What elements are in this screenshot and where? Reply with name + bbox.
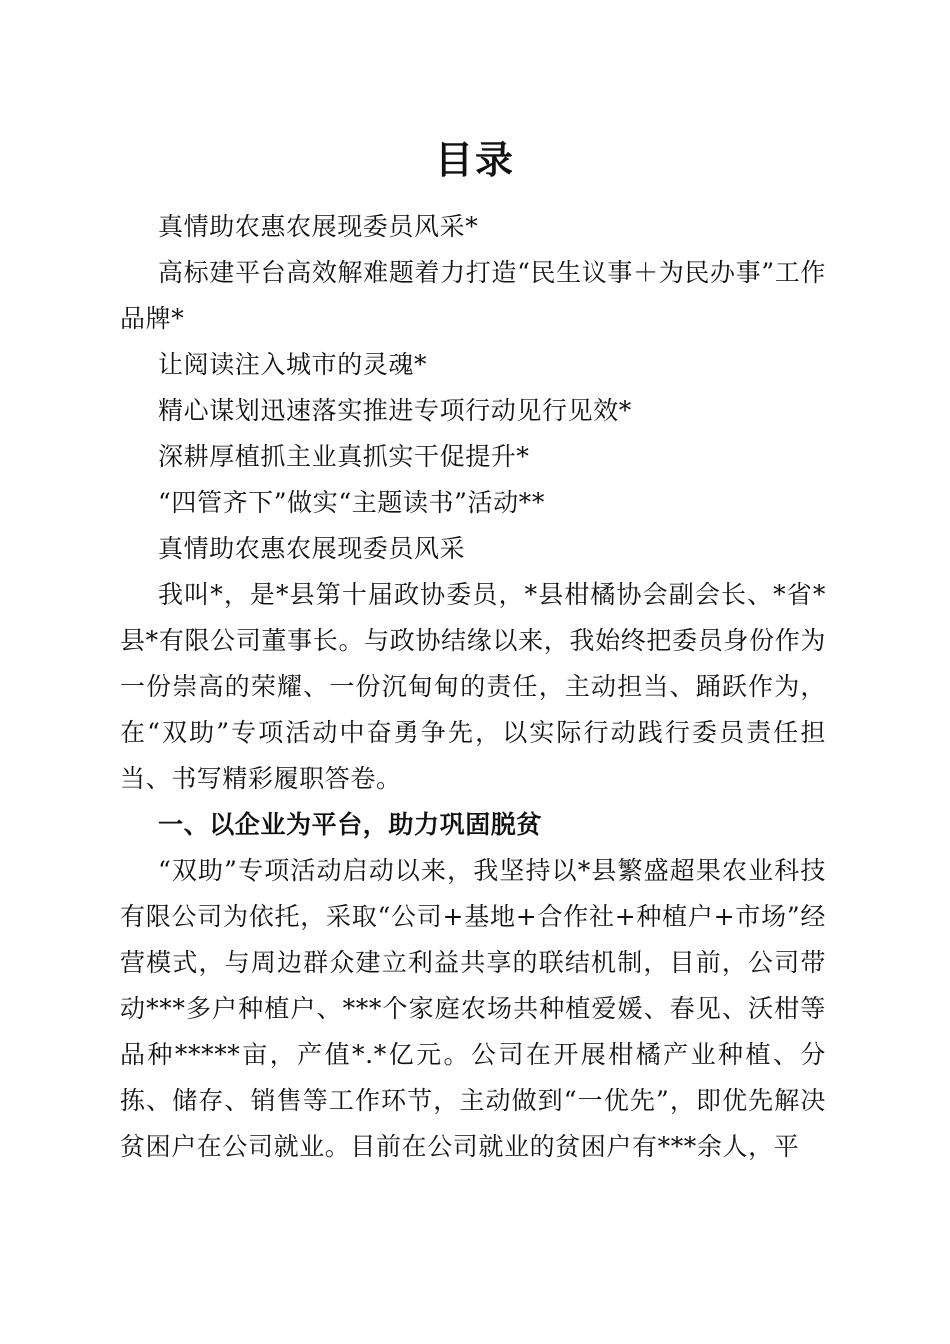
document-title: 目录 [434,137,515,182]
article-title: 真情助农惠农展现委员风采 [158,534,466,563]
document-body [120,204,826,1170]
toc-item: “四管齐下”做实“主题读书”活动** [158,488,545,517]
toc-item: 精心谋划迅速落实推进专项行动见行见效* [158,396,632,425]
section-paragraph: “双助”专项活动启动以来，我坚持以*县繁盛超果农业科技有限公司为依托，采取“公司+基地+合作社+种植户+市场”经营模式，与周边群众建立利益共享的联结机制，目前，公司带动***多户种植户、***个家庭农场共种植爱媛、春见、沃柑等品种*****亩，产值*.*亿元。公司在开展柑橘产业种植、分拣、储存、销售等工作环节，主动做到“一优先”，即优先解决贫困户在公司就业。目前在公司就业的贫困户有***余人，平 [120,856,826,1161]
toc-item: 真情助农惠农展现委员风采* [158,212,479,241]
article-content [120,526,826,1170]
section-heading: 一、以企业为平台，助力巩固脱贫 [158,810,543,839]
table-of-contents [120,204,826,526]
toc-item: 让阅读注入城市的灵魂* [158,350,428,379]
toc-item: 高标建平台高效解难题着力打造“民生议事＋为民办事”工作品牌* [120,258,826,333]
intro-paragraph: 我叫*，是*县第十届政协委员，*县柑橘协会副会长、*省*县*有限公司董事长。与政协结缘以来，我始终把委员身份作为一份崇高的荣耀、一份沉甸甸的责任，主动担当、踊跃作为，在“双助”专项活动中奋勇争先，以实际行动践行委员责任担当、书写精彩履职答卷。 [120,580,826,793]
toc-item: 深耕厚植抓主业真抓实干促提升* [158,442,530,471]
